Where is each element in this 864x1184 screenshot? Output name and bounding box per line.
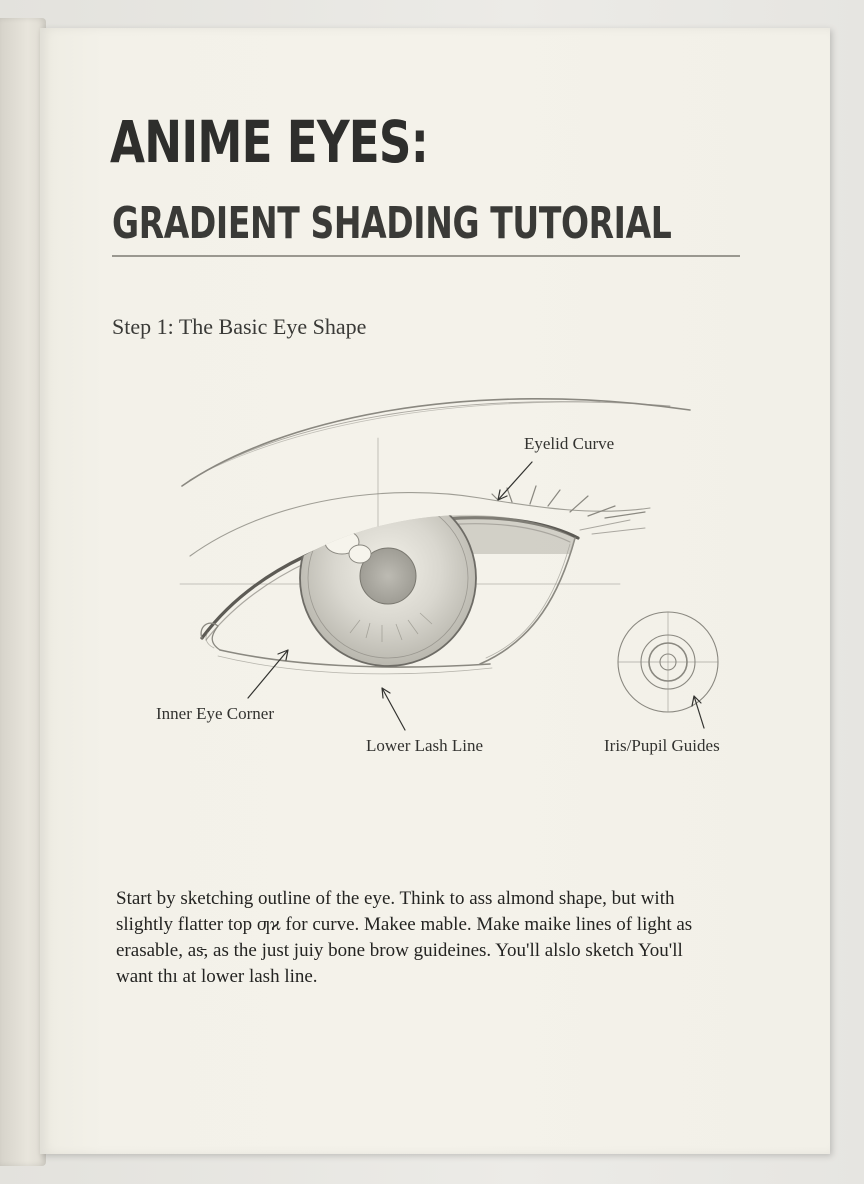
- body-line: slightly flatter top ƣϰ for curve. Makee mable. Make maike lines of light as: [116, 914, 693, 935]
- page-title: ANIME EYES:: [110, 108, 429, 176]
- eye-sketch-illustration: [40, 28, 830, 808]
- iris-guides-arrow: [692, 696, 704, 728]
- upper-lashes: [492, 486, 645, 518]
- body-line: want thı at lower lash line.: [116, 966, 318, 987]
- step-heading: Step 1: The Basic Eye Shape: [112, 314, 367, 339]
- label-inner-eye-corner: Inner Eye Corner: [156, 704, 275, 723]
- label-eyelid-curve: Eyelid Curve: [524, 434, 615, 453]
- eyelid-curve-arrow: [498, 462, 532, 500]
- iris-pupil-guide: [618, 612, 718, 712]
- body-line: erasable, as̵, as the just juiy bone brow guideines. You'll alslo sketch You'll: [116, 940, 683, 961]
- page-subtitle: GRADIENT SHADING TUTORIAL: [112, 198, 672, 249]
- body-line: Start by sketching outline of the eye. Think to ass almond shape, but with: [116, 888, 675, 909]
- body-paragraph: [116, 886, 736, 990]
- label-lower-lash-line: Lower Lash Line: [366, 736, 484, 755]
- lower-lash-line-arrow: [382, 688, 405, 730]
- book-page: [40, 28, 830, 1154]
- label-iris-pupil-guides: Iris/Pupil Guides: [604, 736, 720, 755]
